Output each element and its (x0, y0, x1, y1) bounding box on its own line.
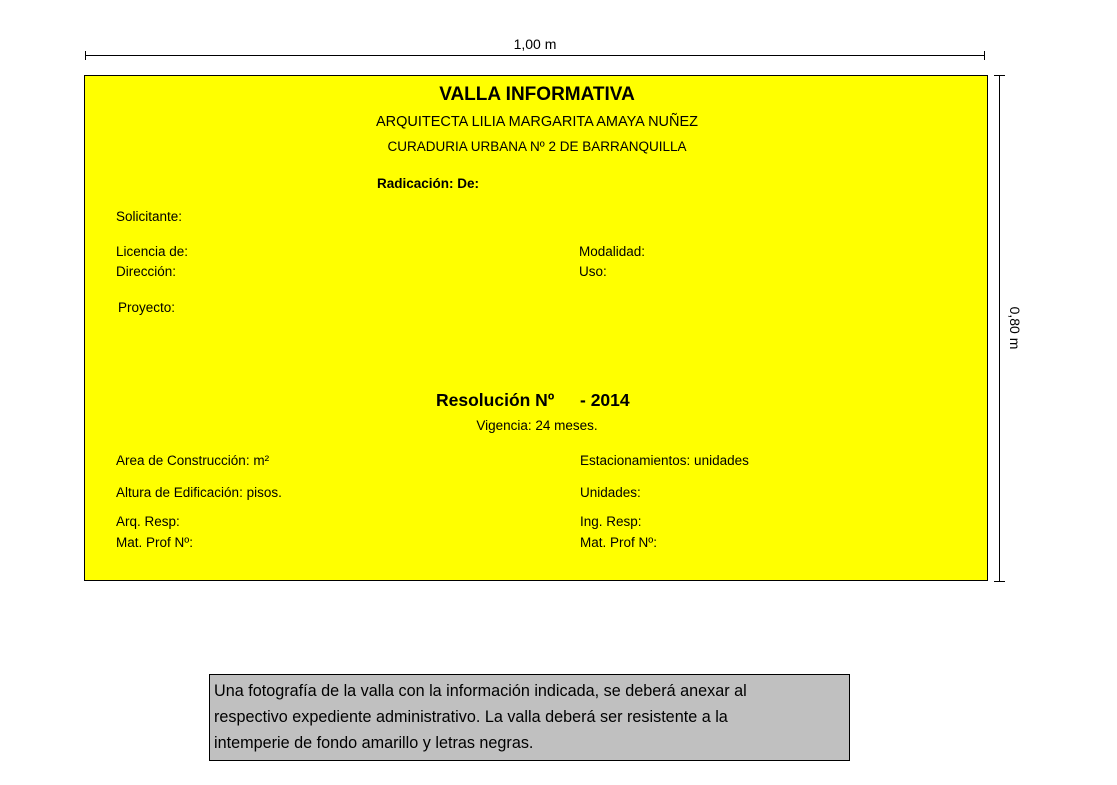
sign-architect: ARQUITECTA LILIA MARGARITA AMAYA NUÑEZ (375, 114, 699, 130)
ing-mat-prof-label: Mat. Prof Nº: (580, 535, 657, 550)
note-line: respectivo expediente administrativo. La valla deberá ser resistente a la (214, 708, 728, 726)
height-dimension-line (999, 75, 1000, 582)
information-sign (84, 75, 988, 581)
arq-resp-label: Arq. Resp: (116, 514, 180, 529)
height-dimension-tick-bottom (994, 581, 1005, 582)
width-dimension-label: 1,00 m (513, 36, 557, 52)
radicacion-label: Radicación: De: (377, 176, 480, 191)
height-dimension-tick-top (994, 75, 1005, 76)
modalidad-label: Modalidad: (579, 244, 646, 259)
ing-resp-label: Ing. Resp: (580, 514, 642, 529)
width-dimension-tick-right (984, 51, 985, 60)
solicitante-label: Solicitante: (116, 209, 183, 224)
instruction-note (209, 674, 850, 761)
licencia-label: Licencia de: (116, 244, 189, 259)
sign-curaduria: CURADURIA URBANA Nº 2 DE BARRANQUILLA (387, 139, 687, 154)
altura-edificacion-label: Altura de Edificación: pisos. (116, 485, 282, 500)
width-dimension-line (85, 55, 985, 56)
resolucion-year: - 2014 (580, 390, 630, 410)
arq-mat-prof-label: Mat. Prof Nº: (116, 535, 193, 550)
proyecto-label: Proyecto: (118, 300, 176, 315)
vigencia-label: Vigencia: 24 meses. (476, 418, 598, 433)
unidades-label: Unidades: (580, 485, 641, 500)
width-dimension-tick-left (85, 51, 86, 60)
uso-label: Uso: (579, 264, 607, 279)
sign-title: VALLA INFORMATIVA (439, 84, 635, 105)
area-construccion-label: Area de Construcción: m² (116, 453, 270, 468)
estacionamientos-label: Estacionamientos: unidades (580, 453, 749, 468)
height-dimension-label: 0,80 m (1007, 306, 1023, 350)
direccion-label: Dirección: (116, 264, 177, 279)
note-line: intemperie de fondo amarillo y letras negras. (214, 734, 534, 752)
note-line: Una fotografía de la valla con la información indicada, se deberá anexar al (214, 682, 747, 700)
resolucion-label: Resolución Nº (436, 390, 555, 410)
